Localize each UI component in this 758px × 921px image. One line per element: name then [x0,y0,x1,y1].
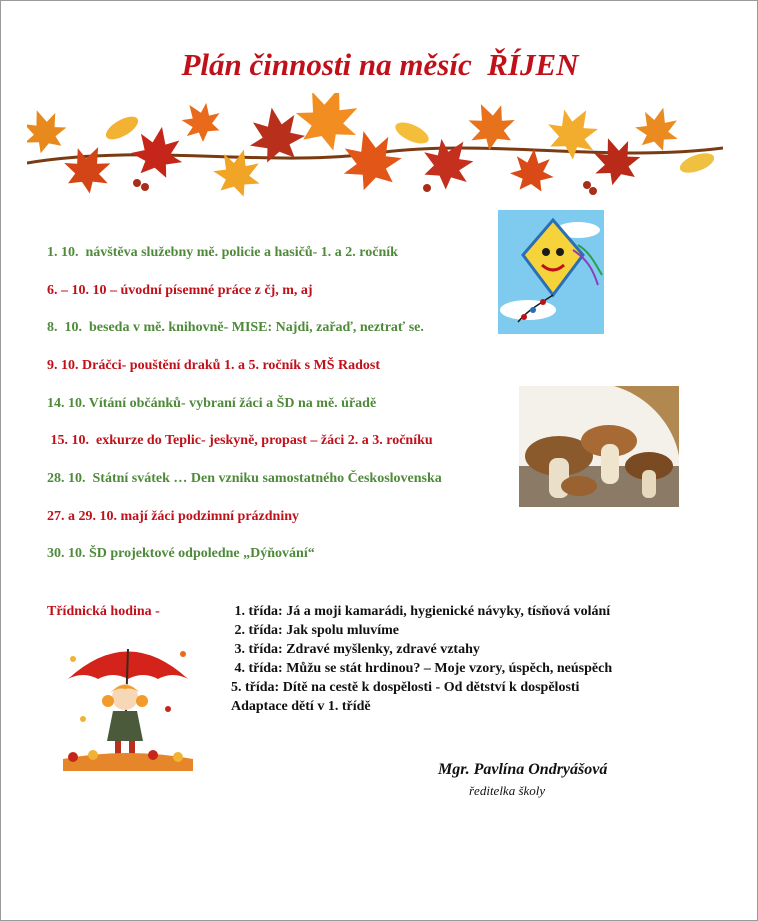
class-topic: 2. třída: Jak spolu mluvíme [231,623,400,638]
event-item: 14. 10. Vítání občánků- vybraní žáci a ŠD na mě. úřadě [47,396,377,411]
class-topic: 1. třída: Já a moji kamarádi, hygienické návyky, tísňová volání [231,604,611,619]
autumn-leaves-banner [27,93,723,211]
girl-with-umbrella-illustration [53,629,201,771]
event-item: 9. 10. Dráčci- pouštění draků 1. a 5. ročník s MŠ Radost [47,358,381,373]
event-item: 8. 10. beseda v mě. knihovně- MISE: Najdi, zařaď, neztrať se. [47,320,424,335]
class-topic: 4. třída: Můžu se stát hrdinou? – Moje vzory, úspěch, neúspěch [231,661,613,676]
class-topic: 3. třída: Zdravé myšlenky, zdravé vztahy [231,642,480,657]
event-item: 27. a 29. 10. mají žáci podzimní prázdniny [47,509,300,524]
event-item: 28. 10. Státní svátek … Den vzniku samostatného Československa [47,471,442,486]
event-item: 6. – 10. 10 – úvodní písemné práce z čj, m, aj [47,283,313,298]
mushrooms-photo [519,386,679,507]
class-topic: Adaptace dětí v 1. třídě [231,699,371,714]
class-hour-label: Třídnická hodina - [47,604,160,619]
kite-illustration [498,210,604,334]
event-item: 1. 10. návštěva služebny mě. policie a hasičů- 1. a 2. ročník [47,245,398,260]
signature-role: ředitelka školy [469,783,546,798]
event-item: 30. 10. ŠD projektové odpoledne „Dýňování“ [47,546,315,561]
event-item: 15. 10. exkurze do Teplic- jeskyně, propast – žáci 2. a 3. ročníku [47,433,433,448]
signature-name: Mgr. Pavlína Ondryášová [438,761,608,778]
page-title: Plán činnosti na měsíc ŘÍJEN [181,47,579,82]
class-topic: 5. třída: Dítě na cestě k dospělosti - Od dětství k dospělosti [231,680,580,695]
